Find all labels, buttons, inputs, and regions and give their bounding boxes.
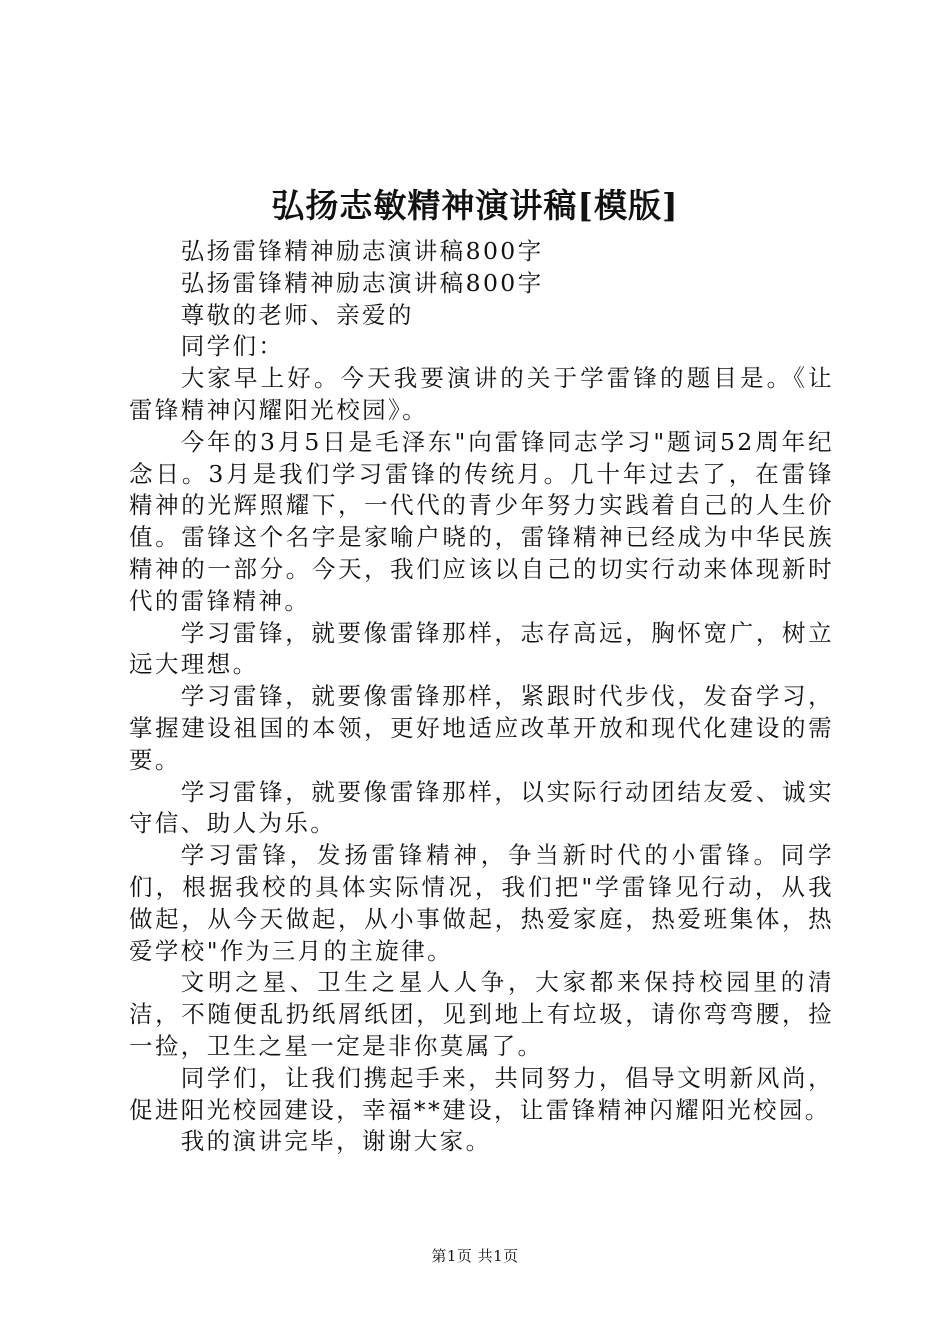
paragraph: 文明之星、卫生之星人人争，大家都来保持校园里的清洁，不随便乱扔纸屑纸团，见到地上有垃圾，请你弯弯腰，捡一捡，卫生之星一定是非你莫属了。: [129, 968, 834, 1060]
paragraph: 同学们：: [180, 332, 285, 361]
paragraph: 大家早上好。今天我要演讲的关于学雷锋的题目是。《让雷锋精神闪耀阳光校园》。: [129, 364, 834, 424]
paragraph: 弘扬雷锋精神励志演讲稿800字: [180, 237, 544, 265]
paragraph: 学习雷锋，就要像雷锋那样，紧跟时代步伐，发奋学习，掌握建设祖国的本领，更好地适应改革开放和现代化建设的需要。: [129, 682, 834, 774]
page-number-footer: 第1页 共1页: [431, 1247, 519, 1265]
paragraph: 学习雷锋，就要像雷锋那样，以实际行动团结友爱、诚实守信、助人为乐。: [129, 777, 834, 838]
paragraph: 尊敬的老师、亲爱的: [180, 300, 414, 329]
paragraph: 同学们，让我们携起手来，共同努力，倡导文明新风尚，促进阳光校园建设，幸福**建设，让雷锋精神闪耀阳光校园。: [129, 1063, 834, 1124]
paragraph: 学习雷锋，就要像雷锋那样，志存高远，胸怀宽广，树立远大理想。: [129, 618, 834, 679]
document-title: 弘扬志敏精神演讲稿[模版]: [271, 186, 679, 225]
paragraph: 我的演讲完毕，谢谢大家。: [180, 1127, 492, 1156]
document-body: [129, 236, 834, 1158]
paragraph: 今年的3月5日是毛泽东"向雷锋同志学习"题词52周年纪念日。3月是我们学习雷锋的传统月。几十年过去了，在雷锋精神的光辉照耀下，一代代的青少年努力实践着自己的人生价值。雷锋这个名字是家喻户晓的，雷锋精神已经成为中华民族精神的一部分。今天，我们应该以自己的切实行动来体现新时代的雷锋精神。: [129, 427, 834, 615]
paragraph: 弘扬雷锋精神励志演讲稿800字: [180, 268, 544, 297]
paragraph: 学习雷锋，发扬雷锋精神，争当新时代的小雷锋。同学们，根据我校的具体实际情况，我们把"学雷锋见行动，从我做起，从今天做起，从小事做起，热爱家庭，热爱班集体，热爱学校"作为三月的主旋律。: [129, 841, 834, 965]
